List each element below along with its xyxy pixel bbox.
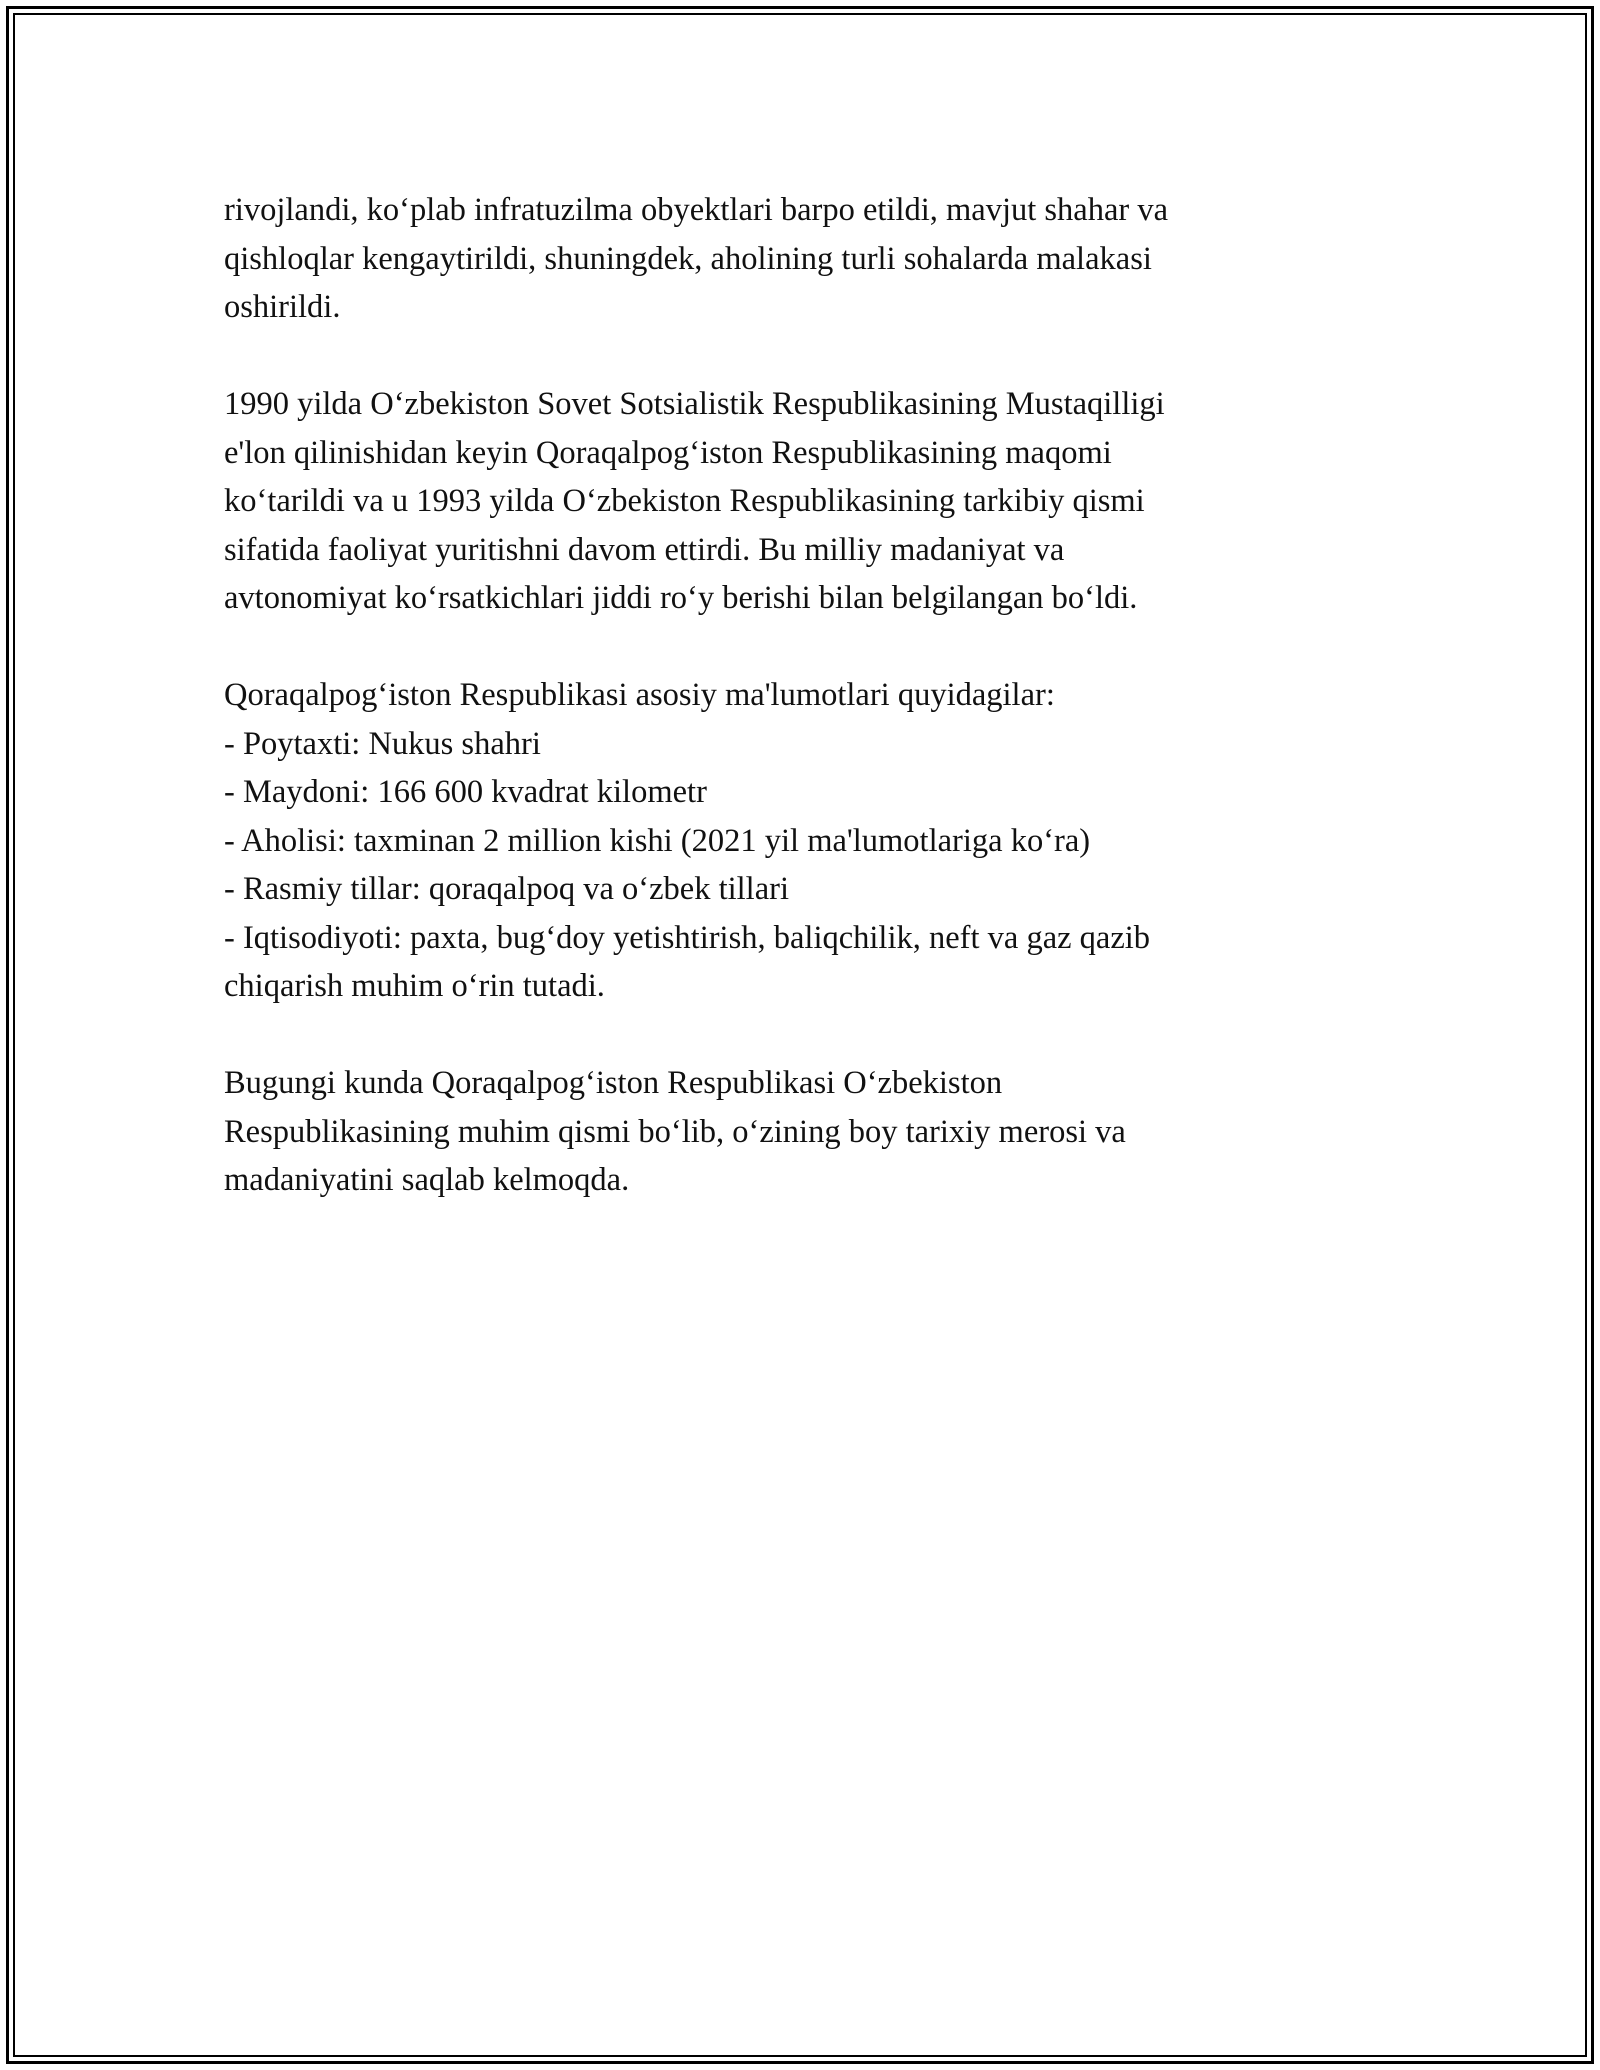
text-line: madaniyatini saqlab kelmoqda. (224, 1162, 630, 1198)
fact-item-capital: - Poytaxti: Nukus shahri (224, 725, 541, 762)
text-line: ko‘tarildi va u 1993 yilda O‘zbekiston Respublikasining tarkibiy qismi (224, 483, 1145, 519)
text-line: Bugungi kunda Qoraqalpog‘iston Respublikasi O‘zbekiston (224, 1065, 1003, 1101)
text-line: avtonomiyat ko‘rsatkichlari jiddi ro‘y berishi bilan belgilangan bo‘ldi. (224, 580, 1138, 616)
paragraph-independence (224, 380, 1344, 623)
fact-item-economy: - Iqtisodiyoti: paxta, bug‘doy yetishtirish, baliqchilik, neft va gaz qazib (224, 919, 1151, 956)
facts-intro: Qoraqalpog‘iston Respublikasi asosiy ma'lumotlari quyidagilar: (224, 677, 1055, 713)
text-line: sifatida faoliyat yuritishni davom ettirdi. Bu milliy madaniyat va (224, 531, 1065, 568)
paragraph-key-facts (224, 671, 1344, 1011)
text-line: e'lon qilinishidan keyin Qoraqalpog‘iston Respublikasining maqomi (224, 434, 1112, 471)
document-body (224, 186, 1344, 1253)
text-line: rivojlandi, ko‘plab infratuzilma obyektlari barpo etildi, mavjut shahar va (224, 192, 1169, 228)
fact-item-area: - Maydoni: 166 600 kvadrat kilometr (224, 774, 707, 810)
fact-item-economy-cont: chiqarish muhim o‘rin tutadi. (224, 968, 605, 1004)
text-line: Respublikasining muhim qismi bo‘lib, o‘zining boy tarixiy merosi va (224, 1113, 1126, 1150)
fact-item-population: - Aholisi: taxminan 2 million kishi (2021 yil ma'lumotlariga ko‘ra) (224, 822, 1091, 859)
paragraph-development (224, 186, 1344, 332)
text-line: qishloqlar kengaytirildi, shuningdek, aholining turli sohalarda malakasi (224, 240, 1152, 277)
paragraph-today (224, 1059, 1344, 1205)
text-line: oshirildi. (224, 289, 341, 325)
fact-item-languages: - Rasmiy tillar: qoraqalpoq va o‘zbek tillari (224, 871, 789, 907)
text-line: 1990 yilda O‘zbekiston Sovet Sotsialistik Respublikasining Mustaqilligi (224, 386, 1165, 422)
